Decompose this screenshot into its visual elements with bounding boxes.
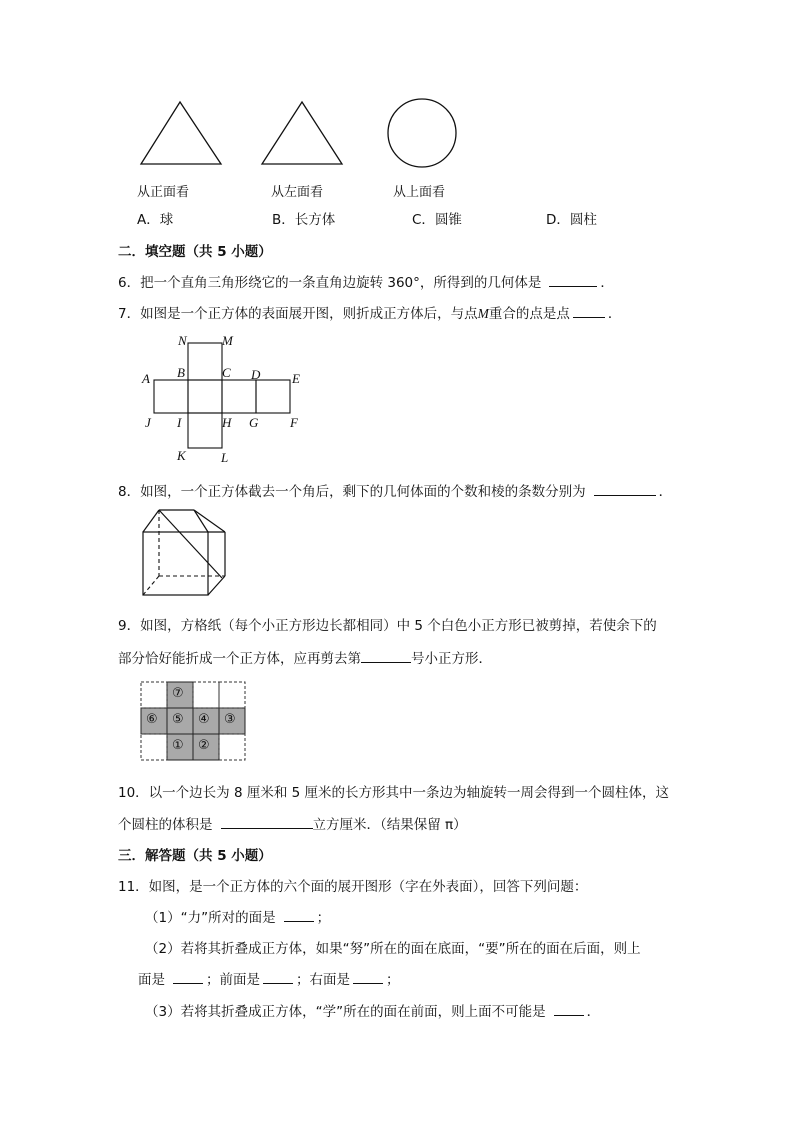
question-10-text: 个圆柱的体积是: [118, 817, 213, 833]
front-view-triangle: [141, 102, 221, 164]
answer-blank[interactable]: [284, 908, 314, 922]
point-i: I: [177, 415, 182, 430]
point-m-label: M: [222, 333, 233, 348]
option-text: 球: [159, 212, 174, 228]
section-heading-solutions: 三．解答题（共 5 小题）: [118, 848, 272, 864]
question-9-text: 部分恰好能折成一个正方体，应再剪去第: [118, 651, 361, 667]
answer-blank[interactable]: [361, 649, 411, 663]
point-c: C: [222, 365, 231, 380]
question-8-text: 8．如图，一个正方体截去一个角后，剩下的几何体面的个数和棱的条数分别为: [118, 484, 586, 500]
option-letter: C．: [412, 212, 435, 228]
option-text: 长方体: [294, 212, 336, 228]
grid-cell-1: ①: [172, 738, 184, 753]
answer-blank-right[interactable]: [353, 970, 383, 984]
answer-blank[interactable]: [594, 482, 656, 496]
point-d: D: [251, 367, 261, 382]
option-letter: D．: [546, 212, 570, 228]
truncated-cube-figure: [138, 506, 238, 598]
point-k: K: [177, 448, 186, 463]
point-a: A: [142, 371, 150, 386]
question-7: [118, 302, 621, 322]
answer-blank[interactable]: [549, 273, 597, 287]
grid-cell-6: ⑥: [146, 712, 158, 727]
question-11: 11．如图，是一个正方体的六个面的展开图形（字在外表面），回答下列问题：: [118, 879, 588, 895]
top-view-label: 从上面看: [393, 185, 446, 200]
part-3-text: （3）若将其折叠成正方体，“学”所在的面在前面，则上面不可能是: [145, 1004, 546, 1020]
point-n: N: [178, 333, 187, 348]
grid-cell-7: ⑦: [172, 686, 184, 701]
option-a[interactable]: [137, 208, 173, 228]
grid-cell-2: ②: [198, 738, 210, 753]
cube-net-figure: [150, 343, 300, 453]
section-heading-fill-in: 二．填空题（共 5 小题）: [118, 244, 272, 260]
question-6-text: 6．把一个直角三角形绕它的一条直角边旋转 360°，所得到的几何体是: [118, 275, 542, 291]
answer-blank[interactable]: [573, 304, 605, 318]
answer-blank-top[interactable]: [173, 970, 203, 984]
option-c[interactable]: [412, 208, 462, 228]
part-2-text: 面是: [138, 972, 165, 988]
top-view-circle: [388, 99, 456, 167]
left-view-label: 从左面看: [271, 185, 324, 200]
front-view-label: 从正面看: [137, 185, 190, 200]
grid-cell-3: ③: [224, 712, 236, 727]
left-view-triangle: [262, 102, 342, 164]
question-6: [118, 271, 614, 291]
part-2-text-right: ；右面是: [296, 972, 350, 988]
question-11-part-3: [145, 1000, 600, 1020]
semicolon: ；: [386, 972, 400, 988]
three-views-figure: [130, 96, 470, 176]
point-f: F: [290, 415, 298, 430]
answer-blank[interactable]: [221, 815, 313, 829]
grid-cell-5: ⑤: [172, 712, 184, 727]
question-11-part-1: [145, 906, 330, 926]
option-d[interactable]: [546, 208, 597, 228]
period: ．: [600, 275, 614, 291]
question-11-part-2-line2: [138, 968, 400, 988]
point-b: B: [177, 365, 185, 380]
question-10-line2: [118, 813, 467, 833]
option-b[interactable]: [272, 208, 335, 228]
point-h: H: [222, 415, 232, 430]
answer-blank-front[interactable]: [263, 970, 293, 984]
grid-cell-4: ④: [198, 712, 210, 727]
point-g: G: [249, 415, 259, 430]
period: ．: [607, 306, 622, 322]
question-9: 9．如图，方格纸（每个小正方形边长都相同）中 5 个白色小正方形已被剪掉，若使余下的: [118, 618, 657, 634]
point-j: J: [145, 415, 151, 430]
question-7-text-b: 重合的点是点: [488, 306, 570, 322]
question-8: [118, 480, 672, 500]
option-letter: A．: [137, 212, 160, 228]
question-9-text-b: 号小正方形．: [411, 651, 492, 667]
option-text: 圆锥: [434, 212, 462, 228]
period: ．: [586, 1004, 601, 1020]
point-m: M: [477, 306, 489, 321]
semicolon: ；: [316, 910, 331, 926]
point-l: L: [221, 450, 229, 465]
point-e: E: [292, 371, 300, 386]
answer-blank[interactable]: [554, 1002, 584, 1016]
question-10: 10．以一个边长为 8 厘米和 5 厘米的长方形其中一条边为轴旋转一周会得到一个圆柱体，这: [118, 785, 670, 801]
option-text: 圆柱: [569, 212, 597, 228]
option-letter: B．: [272, 212, 295, 228]
period: ．: [658, 484, 673, 500]
question-10-text-b: 立方厘米．（结果保留 π）: [312, 817, 467, 833]
question-11-part-2: （2）若将其折叠成正方体，如果“努”所在的面在底面，“要”所在的面在后面，则上: [145, 941, 641, 957]
part-1-text: （1）“力”所对的面是: [145, 910, 276, 926]
part-2-text-front: ；前面是: [206, 972, 260, 988]
question-7-text: 7．如图是一个正方体的表面展开图，则折成正方体后，与点: [118, 306, 478, 322]
question-9-line2: [118, 647, 492, 667]
